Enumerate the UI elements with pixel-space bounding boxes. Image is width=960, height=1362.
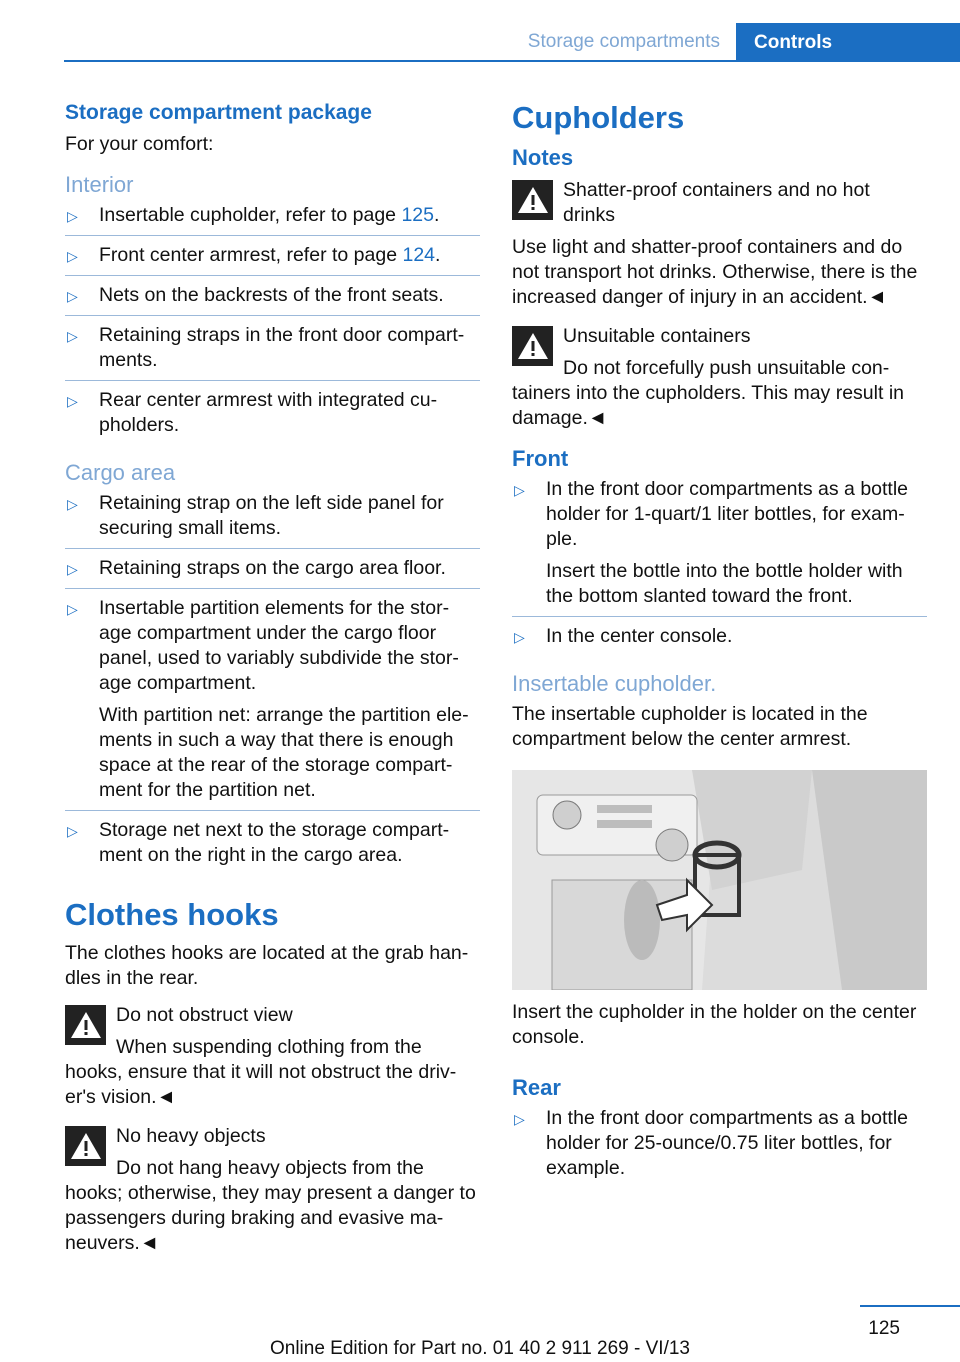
- rear-list: [512, 1106, 927, 1188]
- chapter-tab: Controls: [736, 23, 960, 61]
- list-item: ▷ Insertable partition elements for the stor-age compartment under the cargo floor panel, used to variably subdivide the stor-age compartment. With partition net: arrange the partition ele-ments in such a way that there is enough space at the rear of the storage compart-ment for the partition net.: [65, 596, 480, 811]
- warning-icon: [65, 1126, 106, 1166]
- triangle-bullet-icon: ▷: [67, 496, 78, 512]
- list-item: ▷ Storage net next to the storage compart-ment on the right in the cargo area.: [67, 819, 450, 866]
- triangle-bullet-icon: ▷: [67, 823, 78, 839]
- triangle-bullet-icon: ▷: [514, 1111, 525, 1127]
- list-item: ▷ Insertable cupholder, refer to page 125.: [65, 203, 480, 236]
- package-intro: For your comfort:: [65, 133, 214, 155]
- footer-rule: [860, 1305, 960, 1307]
- insertable-heading: Insertable cupholder.: [512, 671, 717, 696]
- warning-title: Shatter-proof containers and no hot drinks: [563, 179, 870, 226]
- warning-block: [65, 1124, 480, 1256]
- warning-icon: [512, 326, 553, 366]
- page-link[interactable]: 125: [401, 204, 434, 226]
- triangle-bullet-icon: ▷: [67, 328, 78, 344]
- rear-heading: Rear: [512, 1075, 561, 1100]
- list-item: ▷ In the front door compartments as a bottle holder for 25-ounce/0.75 liter bottles, for example.: [514, 1107, 909, 1179]
- list-item-note: With partition net: arrange the partition ele-ments in such a way that there is enough space at the rear of the storage compart-ment for the partition net.: [99, 704, 469, 801]
- left-column: [65, 100, 480, 1270]
- list-item: ▷ Retaining strap on the left side panel for securing small items.: [65, 491, 480, 549]
- cargo-list: [65, 491, 480, 875]
- warning-block: [65, 1003, 480, 1110]
- cupholder-photo: [512, 770, 927, 990]
- list-item: ▷ In the center console.: [512, 624, 927, 656]
- warning-icon: [512, 180, 553, 220]
- triangle-bullet-icon: ▷: [67, 288, 78, 304]
- package-heading: Storage compartment package: [65, 101, 372, 124]
- triangle-bullet-icon: ▷: [67, 248, 78, 264]
- list-item: ▷ In the front door compartments as a bottle holder for 1-quart/1 liter bottles, for exam-ple. Insert the bottle into the bottle holder with the bottom slanted toward the front.: [512, 477, 927, 617]
- insertable-text: The insertable cupholder is located in the compartment below the center armrest.: [512, 703, 868, 750]
- warning-text: Do not forcefully push unsuitable con-tainers into the cupholders. This may result in damage.◄: [512, 357, 904, 429]
- triangle-bullet-icon: ▷: [67, 561, 78, 577]
- list-item: ▷ Front center armrest, refer to page 124.: [65, 243, 480, 276]
- list-item: ▷ Retaining straps on the cargo area floor.: [65, 556, 480, 589]
- warning-text: Use light and shatter-proof containers and do not transport hot drinks. Otherwise, there is the increased danger of injury in an accident.◄: [512, 236, 918, 308]
- warning-title: No heavy objects: [116, 1125, 266, 1147]
- triangle-bullet-icon: ▷: [67, 393, 78, 409]
- warning-icon: [65, 1005, 106, 1045]
- notes-heading: Notes: [512, 145, 574, 170]
- right-column: [512, 100, 927, 1195]
- triangle-bullet-icon: ▷: [514, 629, 525, 645]
- triangle-bullet-icon: ▷: [67, 208, 78, 224]
- edition-line: Online Edition for Part no. 01 40 2 911 269 - VI/13: [269, 1338, 691, 1359]
- list-item-note: Insert the bottle into the bottle holder with the bottom slanted toward the front.: [546, 560, 903, 607]
- warning-title: Unsuitable containers: [563, 325, 751, 347]
- warning-block: [512, 324, 927, 431]
- front-heading: Front: [512, 446, 569, 471]
- page-number: 125: [868, 1318, 900, 1339]
- triangle-bullet-icon: ▷: [514, 482, 525, 498]
- hooks-heading: Clothes hooks: [65, 897, 279, 932]
- interior-list: [65, 203, 480, 445]
- list-item: ▷ Retaining straps in the front door compart-ments.: [65, 323, 480, 381]
- page-link[interactable]: 124: [402, 244, 436, 266]
- cargo-heading: Cargo area: [65, 460, 176, 485]
- running-header-section: Storage compartments: [527, 31, 720, 52]
- warning-text: Do not hang heavy objects from the hooks; otherwise, they may present a danger to passengers during braking and evasive ma-neuvers.◄: [65, 1157, 476, 1254]
- warning-title: Do not obstruct view: [116, 1004, 293, 1026]
- header-rule: [64, 60, 960, 62]
- hooks-intro: The clothes hooks are located at the grab han-dles in the rear.: [65, 942, 469, 989]
- cupholders-heading: Cupholders: [512, 100, 685, 135]
- list-item: ▷ Rear center armrest with integrated cu-pholders.: [67, 389, 438, 436]
- warning-text: When suspending clothing from the hooks, ensure that it will not obstruct the driv-er's vision.◄: [65, 1036, 457, 1108]
- warning-block: [512, 178, 927, 310]
- triangle-bullet-icon: ▷: [67, 601, 78, 617]
- list-item: ▷ Nets on the backrests of the front seats.: [65, 283, 480, 316]
- interior-heading: Interior: [65, 172, 134, 197]
- front-list: [512, 477, 927, 656]
- photo-caption: Insert the cupholder in the holder on the center console.: [512, 1001, 917, 1048]
